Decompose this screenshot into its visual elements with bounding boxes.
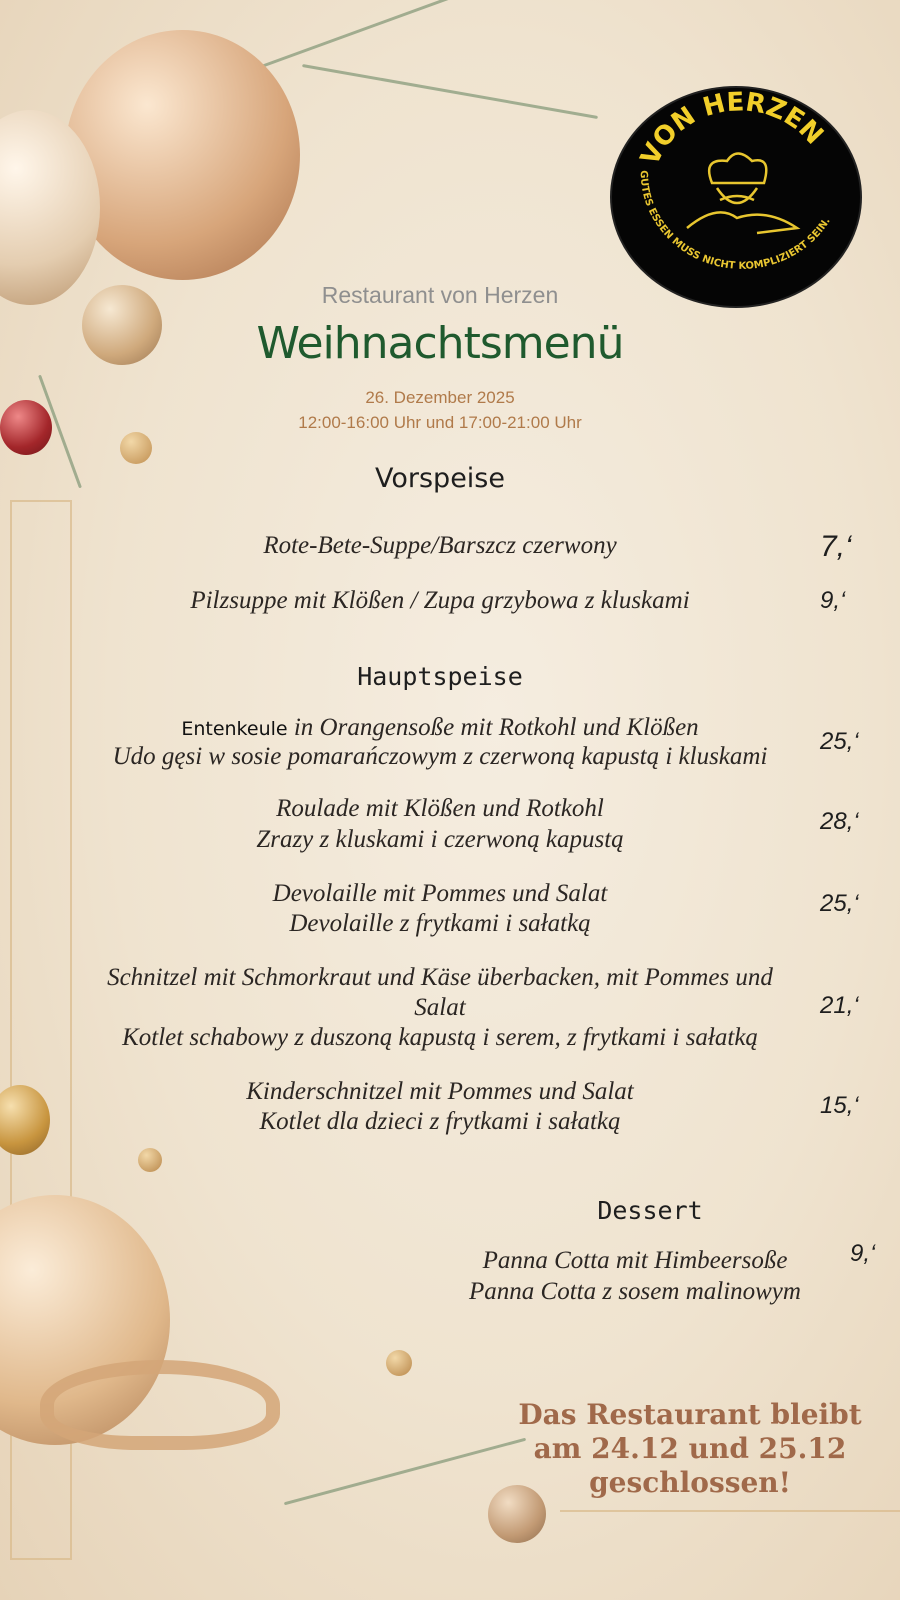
- ornament-ball-icon: [65, 30, 300, 280]
- dish-name-de: Kinderschnitzel mit Pommes und Salat: [246, 1078, 634, 1105]
- dish-name-pl: Udo gęsi w sosie pomarańczowym z czerwoną kapustą i kluskami: [112, 743, 768, 770]
- notice-line: Das Restaurant bleibt: [518, 1398, 862, 1431]
- section-title-main: Hauptspeise: [357, 662, 523, 691]
- dish-price: 21,‘: [820, 992, 859, 1019]
- dish-name-de: Roulade mit Klößen und Rotkohl: [276, 795, 604, 822]
- dish-name-pl: Kotlet dla dzieci z frytkami i sałatką: [259, 1108, 621, 1135]
- dish-price: 25,‘: [820, 728, 859, 755]
- dish-price: 28,‘: [820, 808, 859, 835]
- gold-frame-bottom: [560, 1510, 900, 1530]
- svg-text:VON HERZEN: VON HERZEN: [635, 88, 829, 170]
- pine-branch: [302, 64, 598, 119]
- dish-name-pl: Zrazy z kluskami i czerwoną kapustą: [256, 826, 624, 853]
- dish-name: Rote-Bete-Suppe/Barszcz czerwony: [263, 532, 617, 559]
- ornament-ball-icon: [0, 400, 52, 455]
- notice-line: geschlossen!: [589, 1466, 791, 1499]
- handwritten-dish-name: Entenkeule: [181, 718, 288, 740]
- dish-price: 7,‘: [820, 530, 852, 563]
- dish-price: 15,‘: [820, 1092, 859, 1119]
- pine-branch: [284, 1438, 526, 1506]
- logo-emblem: [612, 88, 860, 306]
- dish-name-de: Devolaille mit Pommes und Salat: [272, 880, 608, 907]
- event-date: 26. Dezember 2025: [365, 388, 515, 407]
- chef-icon: [687, 154, 797, 234]
- logo-badge: [612, 88, 860, 306]
- restaurant-name: Restaurant von Herzen: [321, 282, 559, 308]
- dish-name-pl: Panna Cotta z sosem malinowym: [469, 1278, 801, 1305]
- svg-text:GUTES ESSEN MUSS NICHT KOMPLIZ: GUTES ESSEN MUSS NICHT KOMPLIZIERT SEIN.: [637, 170, 833, 272]
- page-title: Weihnachtsmenü: [256, 318, 624, 369]
- section-title-starter: Vorspeise: [375, 463, 505, 494]
- dish-price: 9,‘: [820, 587, 846, 614]
- dish-price: 9,‘: [850, 1240, 876, 1267]
- ornament-ball-icon: [386, 1350, 412, 1376]
- closure-notice: [500, 1398, 880, 1500]
- ribbon-bow-icon: [40, 1360, 280, 1450]
- dish-name-de-cont: Salat: [414, 994, 466, 1021]
- section-title-dessert: Dessert: [597, 1196, 703, 1225]
- dish-name-de: Panna Cotta mit Himbeersoße: [482, 1247, 788, 1274]
- dish-name-pl: Devolaille z frytkami i sałatką: [289, 910, 591, 937]
- dish-name-de: Schnitzel mit Schmorkraut und Käse überbacken, mit Pommes und: [107, 964, 773, 991]
- notice-line: am 24.12 und 25.12: [533, 1432, 847, 1465]
- dish-name-pl: Kotlet schabowy z duszoną kapustą i serem, z frytkami i sałatką: [122, 1024, 758, 1051]
- ornament-ball-icon: [120, 432, 152, 464]
- dish-price: 25,‘: [820, 890, 859, 917]
- event-hours: 12:00-16:00 Uhr und 17:00-21:00 Uhr: [298, 413, 582, 432]
- dish-name: Pilzsuppe mit Klößen / Zupa grzybowa z kluskami: [190, 587, 690, 614]
- dish-name-de: in Orangensoße mit Rotkohl und Klößen: [293, 714, 699, 741]
- ornament-ball-icon: [138, 1148, 162, 1172]
